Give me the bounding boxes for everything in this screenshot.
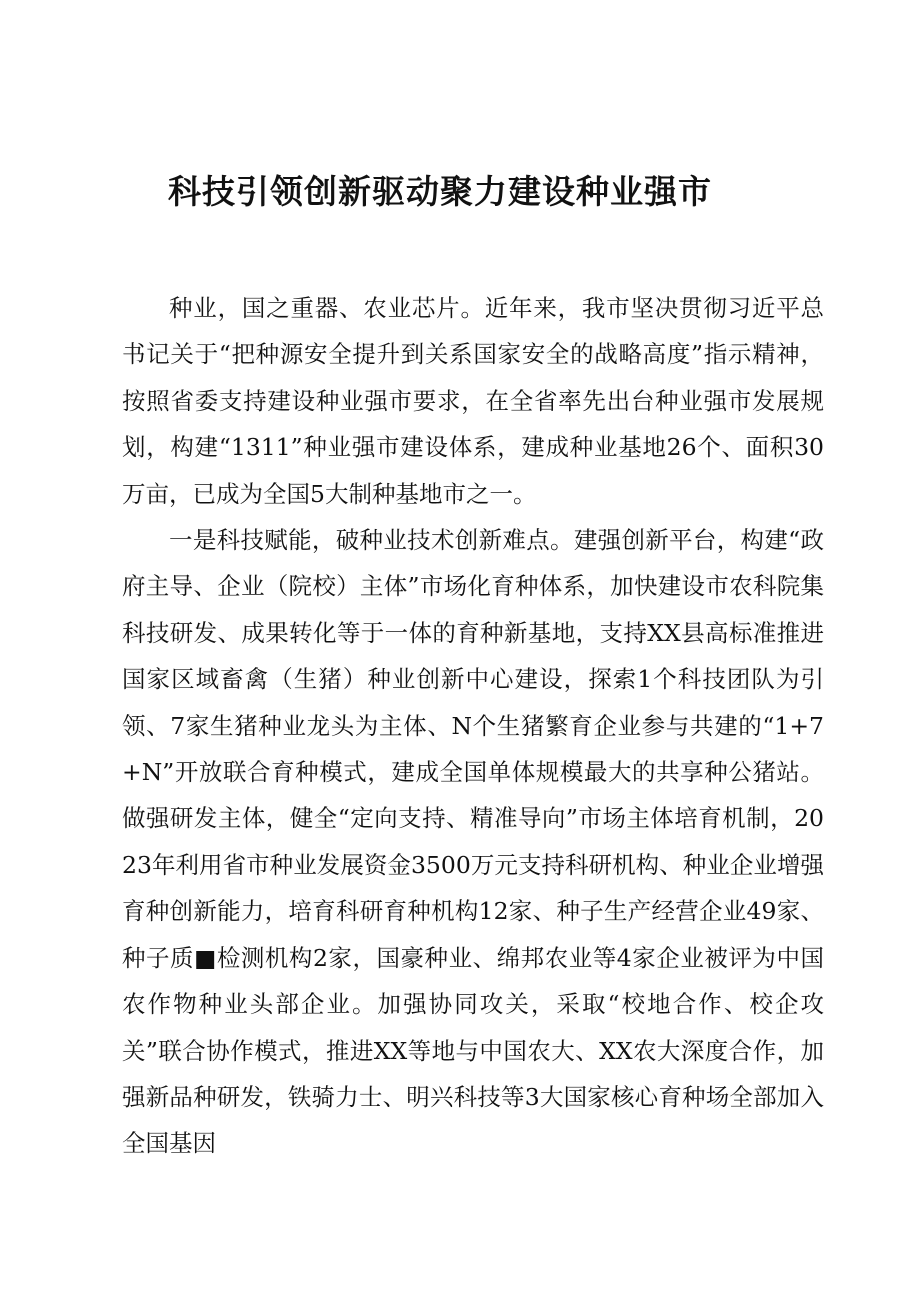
intro-paragraph: 种业，国之重器、农业芯片。近年来，我市坚决贯彻习近平总书记关于“把种源安全提升到关系国家安全的战略高度”指示精神，按照省委支持建设种业强市要求，在全省率先出台种业强市发展规划，构建“1311”种业强市建设体系，建成种业基地26个、面积30万亩，已成为全国5大制种基地市之一。 — [122, 294, 824, 508]
tech-empowerment-paragraph: 一是科技赋能，破种业技术创新难点。建强创新平台，构建“政府主导、企业（院校）主体”市场化育种体系，加快建设市农科院集科技研发、成果转化等于一体的育种新基地，支持XX县高标准推进国家区域畜禽（生猪）种业创新中心建设，探索1个科技团队为引领、7家生猪种业龙头为主体、N个生猪繁育企业参与共建的“1+7+N”开放联合育种模式，建成全国单体规模最大的共享种公猪站。做强研发主体，健全“定向支持、精准导向”市场主体培育机制，2023年利用省市种业发展资金3500万元支持科研机构、种业企业增强育种创新能力，培育科研育种机构12家、种子生产经营企业49家、种子质■检测机构2家，国豪种业、绵邦农业等4家企业被评为中国农作物种业头部企业。加强协同攻关，采取“校地合作、校企攻关”联合协作模式，推进XX等地与中国农大、XX农大深度合作，加强新品种研发，铁骑力士、明兴科技等3大国家核心育种场全部加入全国基因 — [122, 526, 824, 1158]
document-title: 科技引领创新驱动聚力建设种业强市 — [168, 172, 712, 211]
document-body — [122, 285, 824, 1167]
